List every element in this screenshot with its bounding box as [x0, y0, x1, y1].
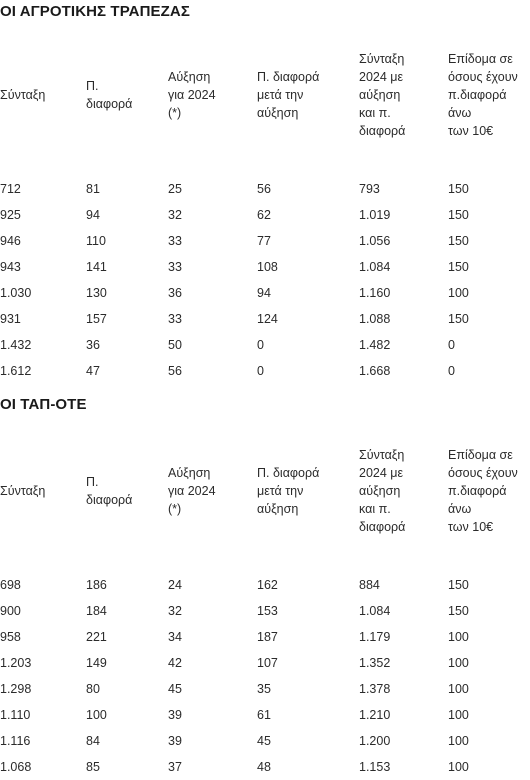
cell-difference-after: 35	[257, 682, 271, 696]
cell-pension: 1.116	[0, 734, 31, 748]
table-row	[0, 676, 530, 702]
cell-pension-2024: 1.088	[359, 312, 391, 326]
header-pension-2024: Σύνταξη 2024 με αύξηση και π. διαφορά	[359, 52, 406, 138]
cell-allowance: 100	[448, 656, 469, 670]
cell-pension: 1.068	[0, 760, 32, 774]
cell-allowance: 150	[448, 208, 469, 222]
cell-pension: 1.298	[0, 682, 32, 696]
header-increase-2024: Αύξηση για 2024 (*)	[168, 466, 216, 516]
table-row	[0, 728, 530, 754]
cell-increase: 33	[168, 234, 182, 248]
table-row	[0, 598, 530, 624]
header-allowance: Επίδομα σε όσους έχουν π.διαφορά άνω των 10€	[448, 52, 518, 138]
cell-pension: 1.612	[0, 364, 32, 378]
cell-difference-after: 45	[257, 734, 271, 748]
cell-pension-2024: 1.019	[359, 208, 391, 222]
cell-difference-after: 94	[257, 286, 271, 300]
cell-difference-after: 61	[257, 708, 271, 722]
cell-allowance: 150	[448, 604, 469, 618]
cell-difference-after: 107	[257, 656, 278, 670]
cell-personal-difference: 186	[86, 578, 107, 592]
cell-personal-difference: 81	[86, 182, 100, 196]
cell-increase: 33	[168, 260, 182, 274]
cell-allowance: 0	[448, 338, 455, 352]
pension-table	[0, 30, 530, 384]
cell-increase: 25	[168, 182, 182, 196]
cell-allowance: 150	[448, 578, 469, 592]
section-title: ΟΙ ΑΓΡΟΤΙΚΗΣ ΤΡΑΠΕΖΑΣ	[0, 3, 190, 20]
cell-difference-after: 48	[257, 760, 271, 774]
cell-increase: 33	[168, 312, 182, 326]
cell-personal-difference: 80	[86, 682, 100, 696]
header-row	[0, 426, 530, 556]
cell-personal-difference: 141	[86, 260, 107, 274]
cell-pension: 1.203	[0, 656, 32, 670]
cell-allowance: 0	[448, 364, 455, 378]
cell-difference-after: 0	[257, 364, 264, 378]
cell-personal-difference: 94	[86, 208, 100, 222]
cell-pension-2024: 1.084	[359, 260, 391, 274]
table-spacer	[0, 160, 530, 176]
cell-increase: 36	[168, 286, 182, 300]
cell-allowance: 100	[448, 760, 469, 774]
cell-allowance: 100	[448, 286, 469, 300]
table-row	[0, 754, 530, 780]
section-title: ΟΙ ΤΑΠ-ΟΤΕ	[0, 396, 87, 413]
cell-pension-2024: 1.084	[359, 604, 391, 618]
cell-personal-difference: 149	[86, 656, 107, 670]
header-row	[0, 30, 530, 160]
cell-personal-difference: 36	[86, 338, 100, 352]
cell-personal-difference: 157	[86, 312, 107, 326]
cell-allowance: 150	[448, 312, 469, 326]
table-row	[0, 306, 530, 332]
cell-personal-difference: 84	[86, 734, 100, 748]
cell-pension-2024: 793	[359, 182, 380, 196]
header-personal-difference: Π. διαφορά	[86, 79, 133, 111]
cell-pension: 958	[0, 630, 21, 644]
table-row	[0, 202, 530, 228]
cell-increase: 45	[168, 682, 182, 696]
cell-difference-after: 108	[257, 260, 278, 274]
cell-increase: 42	[168, 656, 182, 670]
cell-increase: 32	[168, 604, 182, 618]
cell-pension: 931	[0, 312, 21, 326]
cell-difference-after: 56	[257, 182, 271, 196]
cell-increase: 39	[168, 734, 182, 748]
table-row	[0, 650, 530, 676]
table-spacer	[0, 556, 530, 572]
cell-allowance: 100	[448, 630, 469, 644]
cell-pension-2024: 1.210	[359, 708, 391, 722]
cell-increase: 24	[168, 578, 182, 592]
cell-pension-2024: 1.200	[359, 734, 391, 748]
cell-pension-2024: 1.056	[359, 234, 391, 248]
cell-allowance: 100	[448, 708, 469, 722]
cell-personal-difference: 130	[86, 286, 107, 300]
cell-personal-difference: 100	[86, 708, 107, 722]
cell-pension-2024: 1.160	[359, 286, 391, 300]
table-row	[0, 624, 530, 650]
cell-difference-after: 187	[257, 630, 278, 644]
pension-table	[0, 426, 530, 780]
table-row	[0, 332, 530, 358]
cell-pension-2024: 884	[359, 578, 380, 592]
cell-pension-2024: 1.179	[359, 630, 391, 644]
cell-pension-2024: 1.153	[359, 760, 391, 774]
table-row	[0, 702, 530, 728]
cell-pension: 712	[0, 182, 21, 196]
cell-pension-2024: 1.352	[359, 656, 391, 670]
cell-pension: 1.110	[0, 708, 31, 722]
header-increase-2024: Αύξηση για 2024 (*)	[168, 70, 216, 120]
cell-increase: 56	[168, 364, 182, 378]
cell-pension-2024: 1.668	[359, 364, 391, 378]
cell-increase: 39	[168, 708, 182, 722]
cell-pension-2024: 1.378	[359, 682, 391, 696]
header-personal-difference: Π. διαφορά	[86, 475, 133, 507]
cell-pension: 900	[0, 604, 21, 618]
cell-difference-after: 124	[257, 312, 278, 326]
cell-pension: 698	[0, 578, 21, 592]
header-allowance: Επίδομα σε όσους έχουν π.διαφορά άνω των 10€	[448, 448, 518, 534]
table-row	[0, 254, 530, 280]
header-pension-2024: Σύνταξη 2024 με αύξηση και π. διαφορά	[359, 448, 406, 534]
cell-personal-difference: 221	[86, 630, 107, 644]
header-difference-after-increase: Π. διαφορά μετά την αύξηση	[257, 466, 320, 516]
cell-pension-2024: 1.482	[359, 338, 391, 352]
cell-difference-after: 62	[257, 208, 271, 222]
cell-personal-difference: 85	[86, 760, 100, 774]
cell-allowance: 150	[448, 182, 469, 196]
cell-pension: 1.030	[0, 286, 32, 300]
cell-personal-difference: 110	[86, 234, 106, 248]
cell-difference-after: 162	[257, 578, 278, 592]
cell-pension: 946	[0, 234, 21, 248]
cell-personal-difference: 184	[86, 604, 107, 618]
cell-increase: 37	[168, 760, 182, 774]
section-agrotiki	[0, 0, 530, 378]
cell-difference-after: 77	[257, 234, 271, 248]
cell-increase: 34	[168, 630, 182, 644]
cell-pension: 943	[0, 260, 21, 274]
header-pension: Σύνταξη	[0, 484, 46, 498]
table-row	[0, 280, 530, 306]
cell-personal-difference: 47	[86, 364, 100, 378]
cell-allowance: 150	[448, 260, 469, 274]
table-row	[0, 176, 530, 202]
cell-difference-after: 0	[257, 338, 264, 352]
cell-increase: 32	[168, 208, 182, 222]
cell-allowance: 100	[448, 734, 469, 748]
cell-pension: 925	[0, 208, 21, 222]
header-pension: Σύνταξη	[0, 88, 46, 102]
cell-increase: 50	[168, 338, 182, 352]
table-row	[0, 358, 530, 384]
cell-difference-after: 153	[257, 604, 278, 618]
cell-pension: 1.432	[0, 338, 32, 352]
cell-allowance: 150	[448, 234, 469, 248]
section-tap-ote	[0, 393, 530, 776]
header-difference-after-increase: Π. διαφορά μετά την αύξηση	[257, 70, 320, 120]
table-row	[0, 228, 530, 254]
cell-allowance: 100	[448, 682, 469, 696]
table-row	[0, 572, 530, 598]
